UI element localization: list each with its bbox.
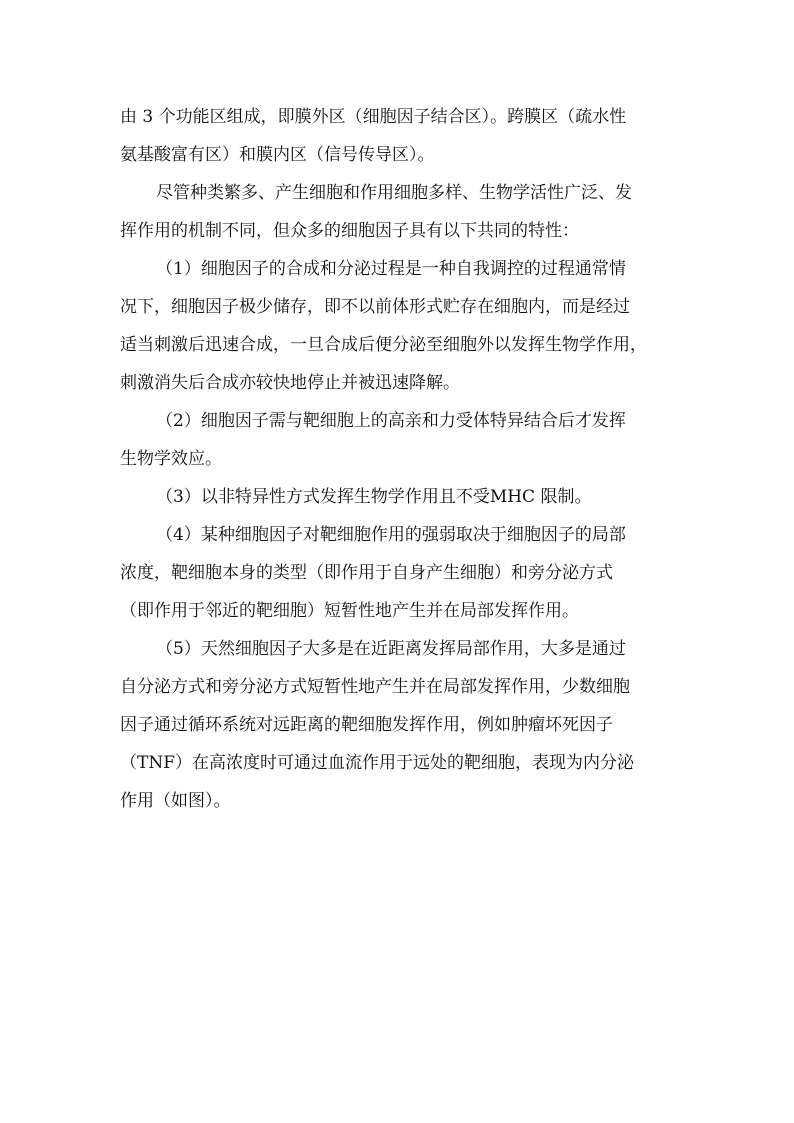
text-line: （2）细胞因子需与靶细胞上的高亲和力受体特异结合后才发挥 (156, 411, 626, 431)
text-line: 适当刺激后迅速合成，一旦合成后便分泌至细胞外以发挥生物学作用， (120, 335, 647, 355)
text-line: （5）天然细胞因子大多是在近距离发挥局部作用，大多是通过 (156, 639, 626, 659)
text-line: （4）某种细胞因子对靶细胞作用的强弱取决于细胞因子的局部 (156, 525, 626, 545)
paragraph-feature-4 (120, 516, 676, 630)
paragraph-feature-2 (120, 402, 676, 478)
text-line: 浓度，靶细胞本身的类型（即作用于自身产生细胞）和旁分泌方式 (120, 563, 613, 583)
paragraph-feature-3 (120, 478, 676, 516)
text-line: 因子通过循环系统对远距离的靶细胞发挥作用，例如肿瘤坏死因子 (120, 715, 613, 735)
paragraph-feature-5 (120, 630, 676, 820)
text-line: （TNF）在高浓度时可通过血流作用于远处的靶细胞，表现为内分泌 (120, 753, 635, 773)
text-line: 挥作用的机制不同，但众多的细胞因子具有以下共同的特性： (120, 221, 579, 241)
paragraph-feature-1 (120, 250, 676, 402)
document-body (120, 98, 676, 820)
text-line: 生物学效应。 (120, 449, 222, 469)
text-line: 由 3 个功能区组成，即膜外区（细胞因子结合区）。跨膜区（疏水性 (120, 107, 627, 127)
text-line: （1）细胞因子的合成和分泌过程是一种自我调控的过程通常情 (156, 259, 626, 279)
text-line: 刺激消失后合成亦较快地停止并被迅速降解。 (120, 373, 460, 393)
text-line: 自分泌方式和旁分泌方式短暂性地产生并在局部发挥作用，少数细胞 (120, 677, 630, 697)
paragraph-receptor-structure (120, 98, 676, 174)
text-line: 氨基酸富有区）和膜内区（信号传导区）。 (120, 145, 435, 165)
text-line: 况下，细胞因子极少储存，即不以前体形式贮存在细胞内，而是经过 (120, 297, 630, 317)
paragraph-common-features-intro (120, 174, 676, 250)
text-line: （3）以非特异性方式发挥生物学作用且不受MHC 限制。 (156, 487, 592, 507)
text-line: 尽管种类繁多、产生细胞和作用细胞多样、生物学活性广泛、发 (156, 183, 632, 203)
text-line: （即作用于邻近的靶细胞）短暂性地产生并在局部发挥作用。 (120, 601, 579, 621)
text-line: 作用（如图）。 (120, 791, 231, 811)
